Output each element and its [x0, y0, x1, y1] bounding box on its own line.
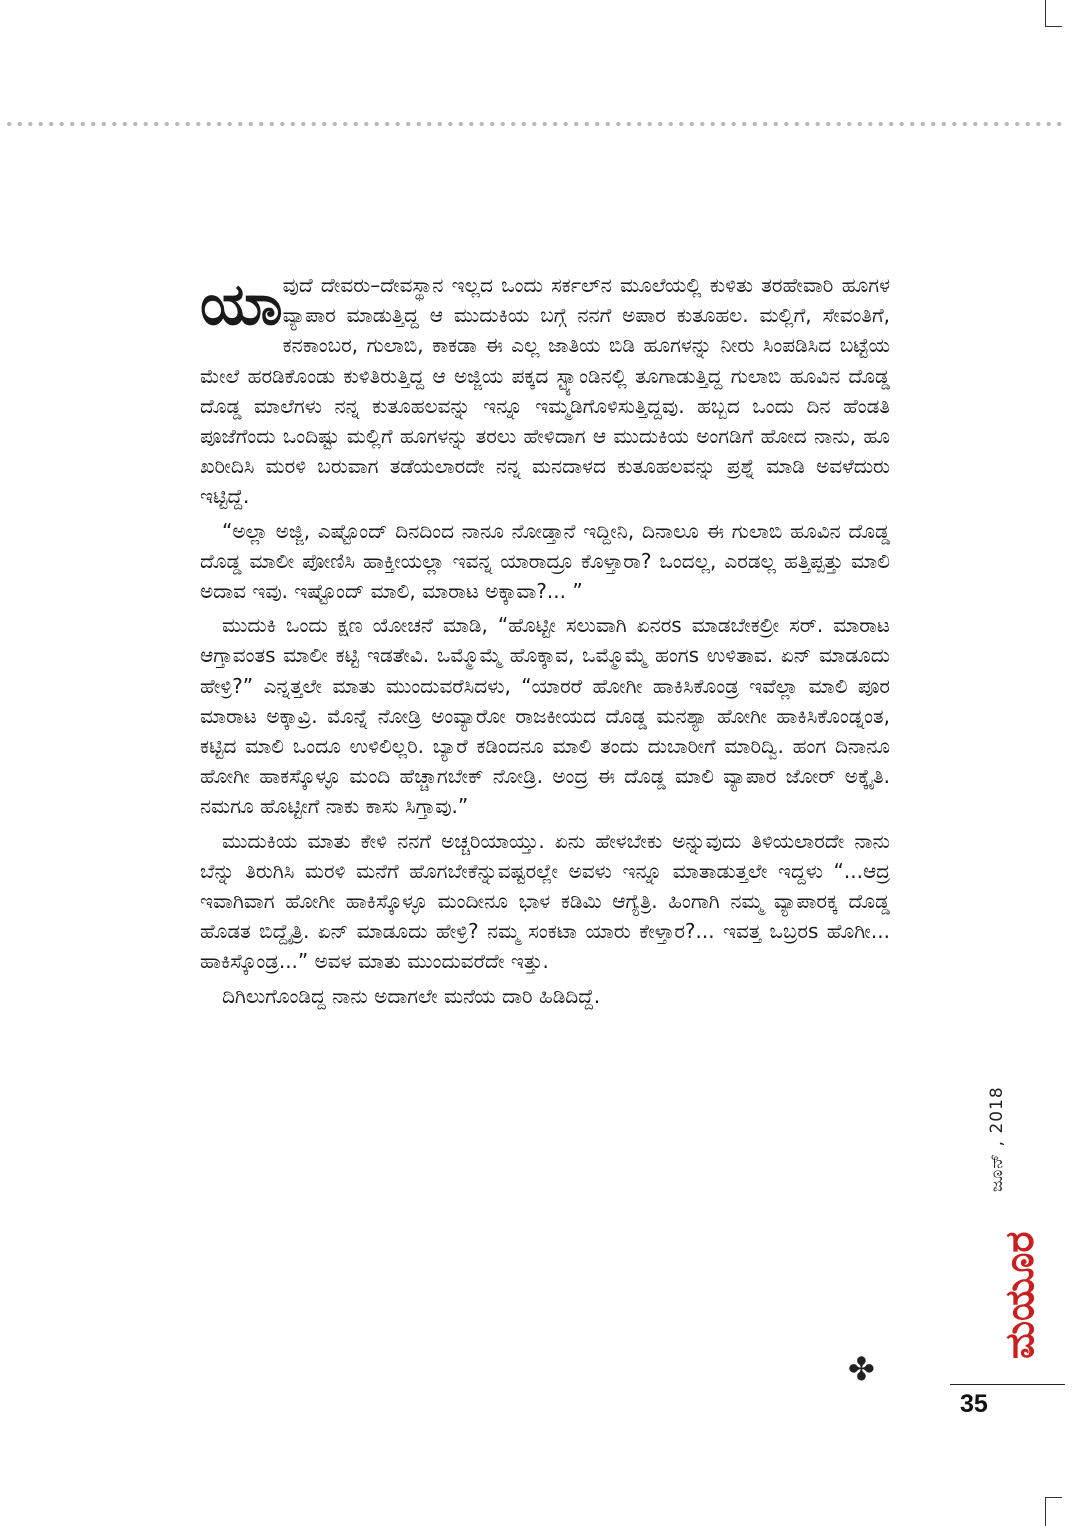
page-number-rule: [950, 1384, 1065, 1385]
paragraph-2: “ಅಲ್ಲಾ ಅಜ್ಜಿ, ಎಷ್ಟೊಂದ್ ದಿನದಿಂದ ನಾನೂ ನೋಡ್ತಾನೆ ಇದ್ದೀನಿ, ದಿನಾಲೂ ಈ ಗುಲಾಬಿ ಹೂವಿನ ದೊಡ್ಡ ದೊಡ್ಡ ಮಾಲೀ ಪೋಣಿಸಿ ಹಾಕ್ತೀಯಲ್ಲಾ ಇವನ್ನ ಯಾರಾದ್ರೂ ಕೊಳ್ತಾರಾ? ಒಂದಲ್ಲ, ಎರಡಲ್ಲ ಹತ್ತಿಪ್ಪತ್ತು ಮಾಲಿ ಅದಾವ ಇವು. ಇಷ್ಟೊಂದ್ ಮಾಲಿ, ಮಾರಾಟ ಅಕ್ಕಾವಾ?... ”: [200, 518, 890, 604]
dotted-divider: [4, 121, 1066, 127]
article-body: [200, 270, 890, 1015]
end-mark-icon: ✤: [848, 1350, 875, 1388]
crop-mark-bottom: [1045, 1497, 1062, 1526]
paragraph-1-text: ವುದೆ ದೇವರು–ದೇವಸ್ಥಾನ ಇಲ್ಲದ ಒಂದು ಸರ್ಕಲ್‌ನ ಮೂಲೆಯಲ್ಲಿ ಕುಳಿತು ತರಹೇವಾರಿ ಹೂಗಳ ವ್ಯಾಪಾರ ಮಾಡುತ್ತಿದ್ದ ಆ ಮುದುಕಿಯ ಬಗ್ಗೆ ನನಗೆ ಅಪಾರ ಕುತೂಹಲ. ಮಲ್ಲಿಗೆ, ಸೇವಂತಿಗೆ, ಕನಕಾಂಬರ, ಗುಲಾಬಿ, ಕಾಕಡಾ ಈ ಎಲ್ಲ ಜಾತಿಯ ಬಿಡಿ ಹೂಗಳನ್ನು ನೀರು ಸಿಂಪಡಿಸಿದ ಬಟ್ಟೆಯ ಮೇಲೆ ಹರಡಿಕೊಂಡು ಕುಳಿತಿರುತ್ತಿದ್ದ ಆ ಅಜ್ಜಿಯ ಪಕ್ಕದ ಸ್ಟ್ಯಾಂಡಿನಲ್ಲಿ ತೂಗಾಡುತ್ತಿದ್ದ ಗುಲಾಬಿ ಹೂವಿನ ದೊಡ್ಡ ದೊಡ್ಡ ಮಾಲೆಗಳು ನನ್ನ ಕುತೂಹಲವನ್ನು ಇನ್ನೂ ಇಮ್ಮಡಿಗೊಳಿಸುತ್ತಿದ್ದವು. ಹಬ್ಬದ ಒಂದು ದಿನ ಹೆಂಡತಿ ಪೂಜೆಗೆಂದು ಒಂದಿಷ್ಟು ಮಲ್ಲಿಗೆ ಹೂಗಳನ್ನು ತರಲು ಹೇಳಿದಾಗ ಆ ಮುದುಕಿಯ ಅಂಗಡಿಗೆ ಹೋದ ನಾನು, ಹೂ ಖರೀದಿಸಿ ಮರಳಿ ಬರುವಾಗ ತಡೆಯಲಾರದೇ ನನ್ನ ಮನದಾಳದ ಕುತೂಹಲವನ್ನು ಪ್ರಶ್ನೆ ಮಾಡಿ ಅವಳೆದುರು ಇಟ್ಟಿದ್ದೆ.: [200, 273, 890, 509]
paragraph-4: ಮುದುಕಿಯ ಮಾತು ಕೇಳಿ ನನಗೆ ಅಚ್ಚರಿಯಾಯ್ತು. ಏನು ಹೇಳಬೇಕು ಅನ್ನುವುದು ತಿಳಿಯಲಾರದೇ ನಾನು ಬೆನ್ನು ತಿರುಗಿಸಿ ಮರಳಿ ಮನೆಗೆ ಹೊಗಬೇಕೆನ್ನುವಷ್ಟರಲ್ಲೇ ಅವಳು ಇನ್ನೂ ಮಾತಾಡುತ್ತಲೇ ಇದ್ದಳು “...ಆದ್ರ ಇವಾಗಿವಾಗ ಹೋಗೀ ಹಾಕಿಸ್ಕೊಳ್ಳೂ ಮಂದೀನೂ ಭಾಳ ಕಡಿಮಿ ಆಗ್ಯೆತ್ರಿ. ಹಿಂಗಾಗಿ ನಮ್ಮ ವ್ಯಾಪಾರಕ್ಕ ದೊಡ್ಡ ಹೊಡತ ಬಿದ್ದೈತ್ರಿ. ಏನ್ ಮಾಡೂದು ಹೇಳ್ರಿ? ನಮ್ಮ ಸಂಕಟಾ ಯಾರು ಕೇಳ್ತಾರ?... ಇವತ್ತ ಒಬ್ರರs ಹೊಗೀ... ಹಾಕಿಸ್ಕೊಂಡ್ರ...” ಅವಳ ಮಾತು ಮುಂದುವರೆದೇ ಇತ್ತು.: [200, 828, 890, 974]
paragraph-1: [200, 270, 890, 512]
paragraph-3: ಮುದುಕಿ ಒಂದು ಕ್ಷಣ ಯೋಚನೆ ಮಾಡಿ, “ಹೊಟ್ಟೀ ಸಲುವಾಗಿ ಏನರs ಮಾಡಬೇಕಲ್ರೀ ಸರ್. ಮಾರಾಟ ಆಗ್ತಾವಂತs ಮಾಲೀ ಕಟ್ಟಿ ಇಡತೇವಿ. ಒಮ್ಮೊಮ್ಮೆ ಹೊಕ್ಕಾವ, ಒಮ್ಮೊಮ್ಮೆ ಹಂಗs ಉಳಿತಾವ. ಏನ್ ಮಾಡೂದು ಹೇಳ್ರಿ?” ಎನ್ನತ್ತಲೇ ಮಾತು ಮುಂದುವರೆಸಿದಳು, “ಯಾರರೆ ಹೋಗೀ ಹಾಕಿಸಿಕೊಂಡ್ರ ಇವೆಲ್ಲಾ ಮಾಲಿ ಪೂರ ಮಾರಾಟ ಅಕ್ಕಾವ್ರಿ. ಮೊನ್ನೆ ನೋಡ್ರಿ ಅಂವ್ಯಾರೋ ರಾಜಕೀಯದ ದೊಡ್ಡ ಮನಶ್ಯಾ ಹೋಗೀ ಹಾಕಿಸಿಕೊಂಡ್ನಂತ, ಕಟ್ಟಿದ ಮಾಲಿ ಒಂದೂ ಉಳಿಲಿಲ್ಲರಿ. ಬ್ಯಾರೆ ಕಡಿಂದನೂ ಮಾಲಿ ತಂದು ದುಬಾರೀಗೆ ಮಾರಿದ್ವಿ. ಹಂಗ ದಿನಾನೂ ಹೋಗೀ ಹಾಕಸ್ಕೊಳ್ಳೂ ಮಂದಿ ಹೆಚ್ಚಾಗಬೇಕ್ ನೋಡ್ರಿ. ಅಂದ್ರ ಈ ದೊಡ್ಡ ಮಾಲಿ ವ್ಯಾಪಾರ ಜೋರ್ ಅಕ್ಕೈತಿ. ನಮಗೂ ಹೊಟ್ಟೀಗೆ ನಾಕು ಕಾಸು ಸಿಗ್ತಾವು.”: [200, 613, 890, 819]
page-number: 35: [960, 1390, 988, 1418]
paragraph-5: ದಿಗಿಲುಗೊಂಡಿದ್ದ ನಾನು ಅದಾಗಲೇ ಮನೆಯ ದಾರಿ ಹಿಡಿದಿದ್ದೆ.: [222, 983, 601, 1008]
issue-date: ಜೂನ್ , 2018: [987, 1086, 1007, 1192]
magazine-logo: ಮಯೂರ: [997, 1231, 1043, 1359]
crop-mark-top: [1045, 0, 1062, 27]
drop-cap: ಯಾ: [200, 270, 279, 338]
